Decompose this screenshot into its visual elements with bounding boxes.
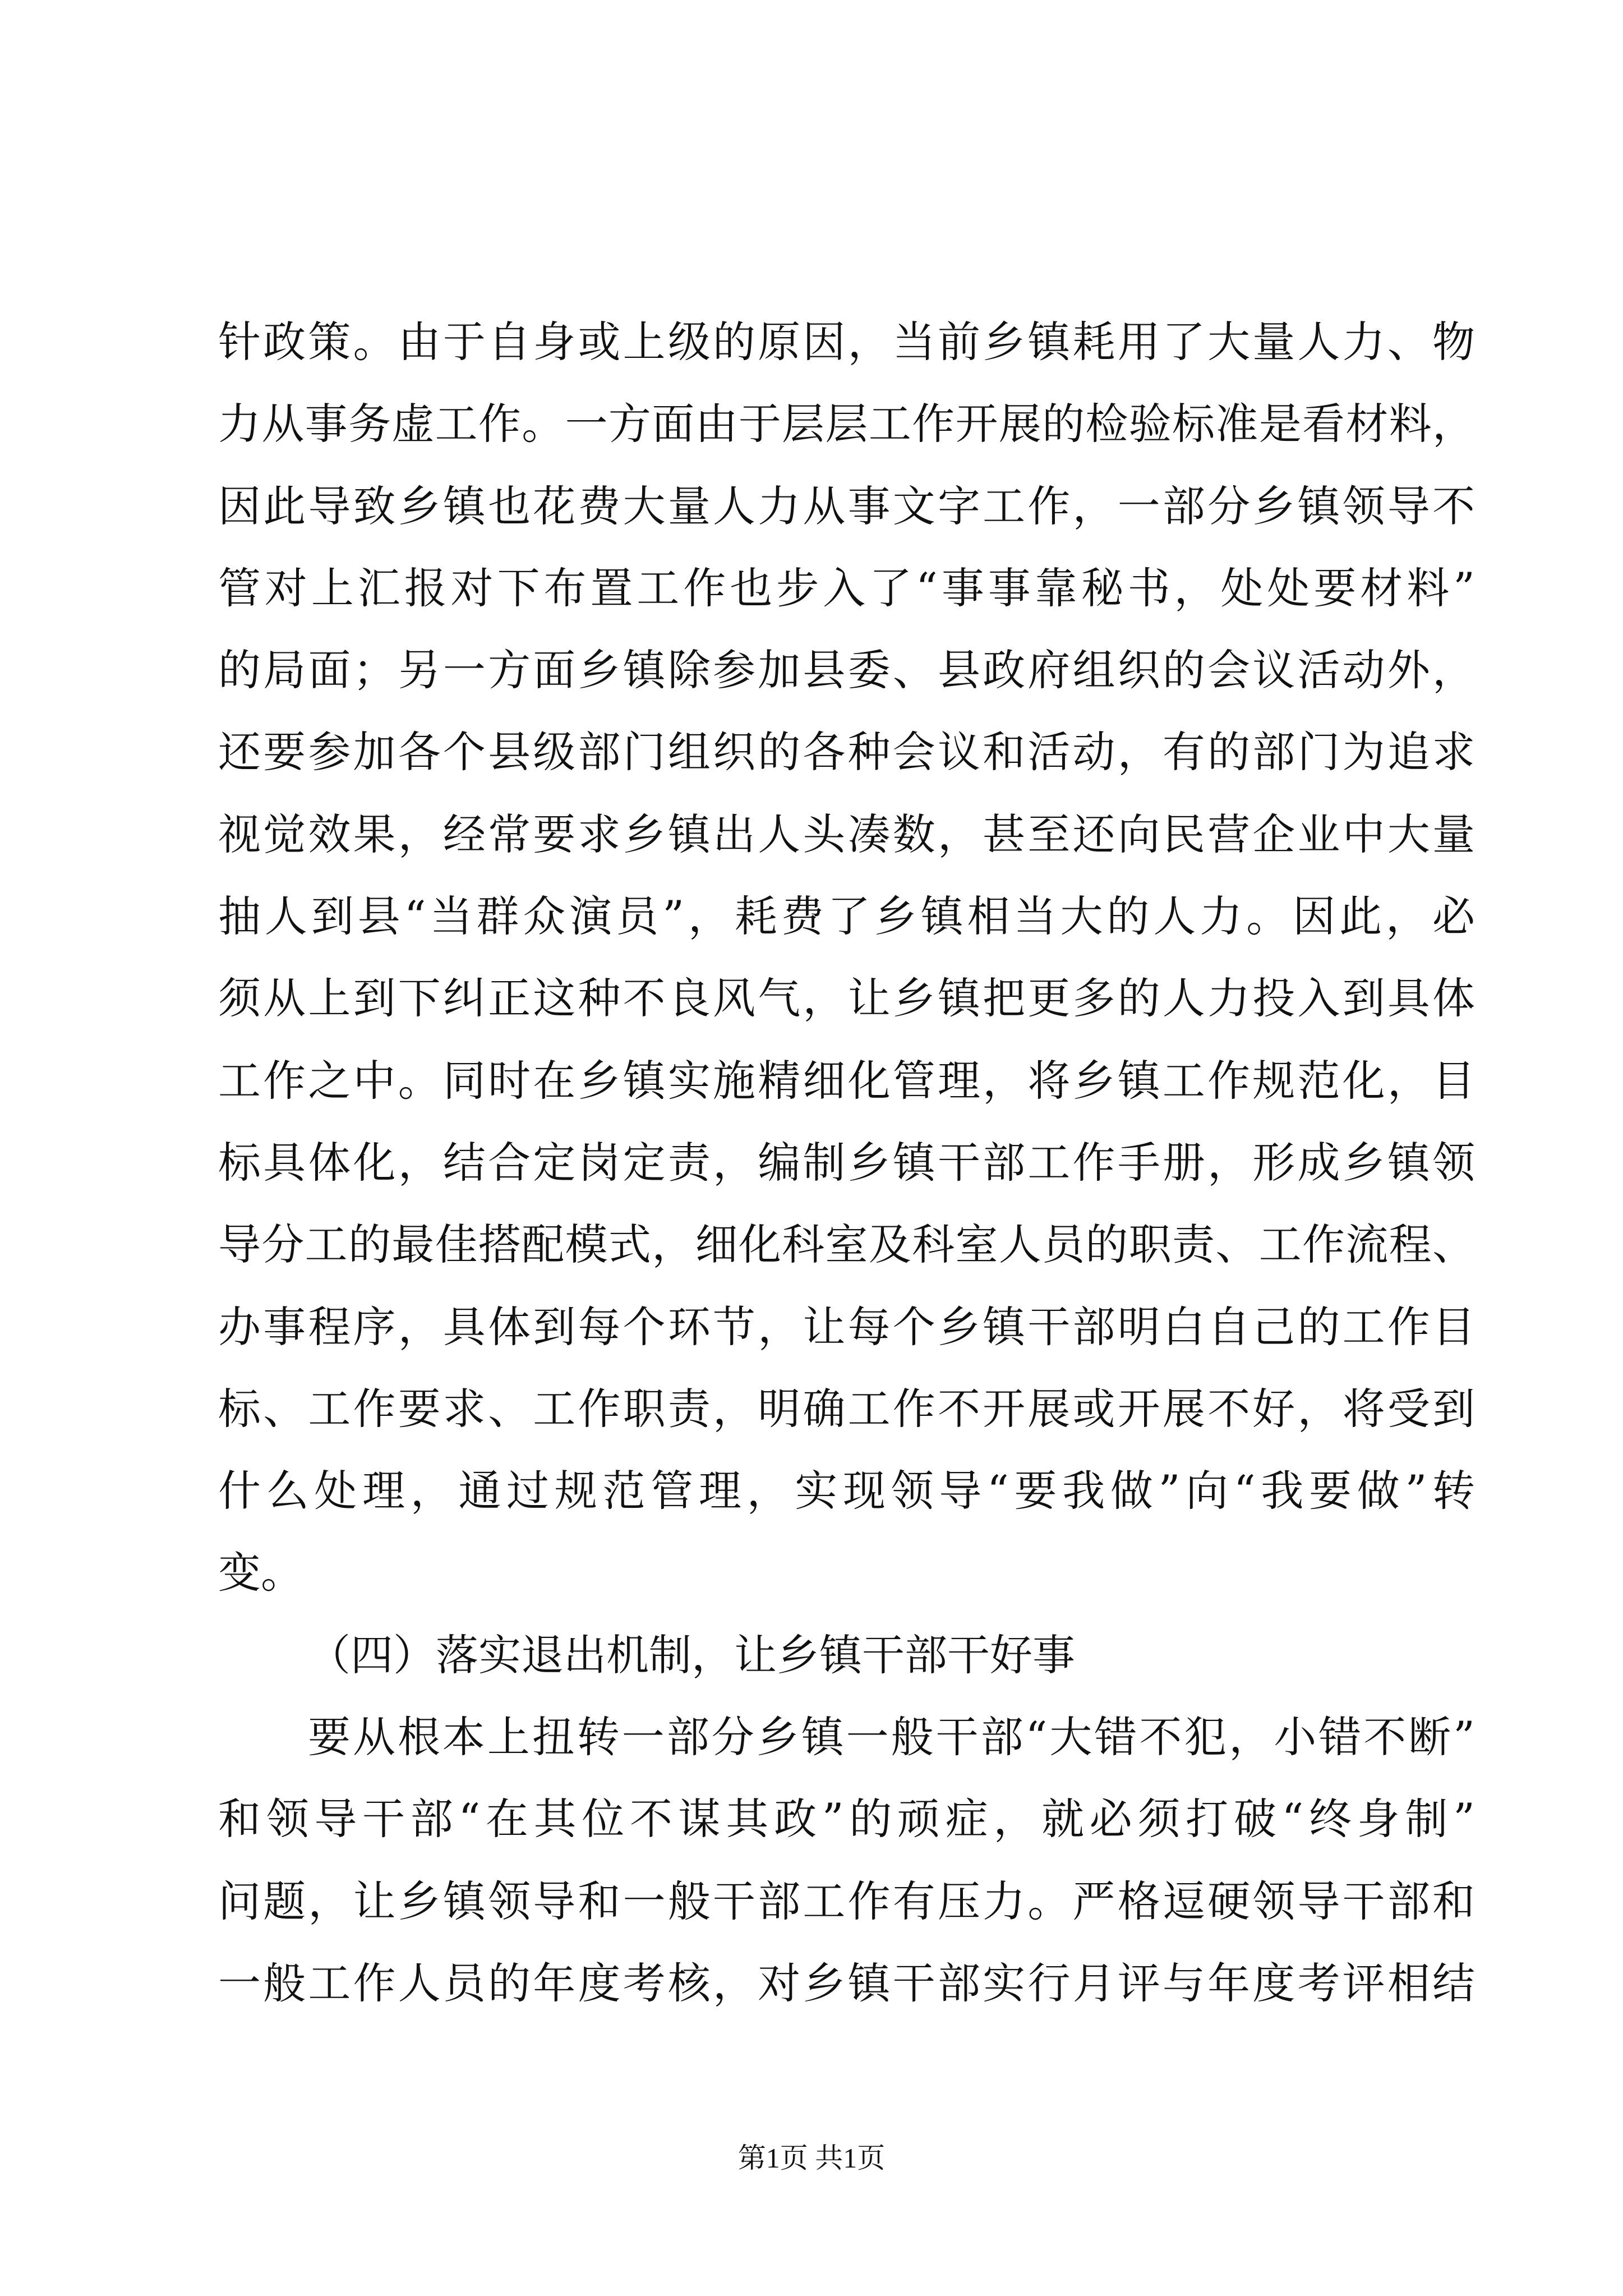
paragraph-2 [218, 1696, 1475, 2024]
body-line: 变。 [218, 1548, 303, 1598]
body-line: 的局面；另一方面乡镇除参加县委、县政府组织的会议活动外， [218, 645, 1475, 696]
body-line: 针政策。由于自身或上级的原因，当前乡镇耗用了大量人力、物 [218, 317, 1475, 367]
body-line: 问题，让乡镇领导和一般干部工作有压力。严格逗硬领导干部和 [218, 1876, 1475, 1926]
body-line: 抽人到县“当群众演员”，耗费了乡镇相当大的人力。因此，必 [218, 891, 1475, 942]
body-line: 和领导干部“在其位不谋其政”的顽症，就必须打破“终身制” [218, 1794, 1475, 1844]
body-line: 标、工作要求、工作职责，明确工作不开展或开展不好，将受到 [218, 1383, 1475, 1434]
section-heading: （四）落实退出机制，让乡镇干部干好事 [308, 1630, 1075, 1680]
body-line: 须从上到下纠正这种不良风气，让乡镇把更多的人力投入到具体 [218, 973, 1475, 1024]
body-line: 要从根本上扭转一部分乡镇一般干部“大错不犯，小错不断” [308, 1712, 1475, 1763]
body-line: 因此导致乡镇也花费大量人力从事文字工作，一部分乡镇领导不 [218, 481, 1475, 531]
page-number-footer: 第1页 共1页 [737, 2142, 886, 2174]
body-line: 力从事务虚工作。一方面由于层层工作开展的检验标准是看材料， [218, 399, 1475, 449]
body-line: 视觉效果，经常要求乡镇出人头凑数，甚至还向民营企业中大量 [218, 809, 1475, 859]
body-line: 一般工作人员的年度考核，对乡镇干部实行月评与年度考评相结 [218, 1958, 1475, 2008]
document-body [218, 301, 1475, 2024]
body-line: 标具体化，结合定岗定责，编制乡镇干部工作手册，形成乡镇领 [218, 1137, 1475, 1188]
paragraph-1 [218, 301, 1475, 1614]
body-line: 导分工的最佳搭配模式，细化科室及科室人员的职责、工作流程、 [218, 1220, 1475, 1270]
body-line: 还要参加各个县级部门组织的各种会议和活动，有的部门为追求 [218, 727, 1475, 777]
body-line: 工作之中。同时在乡镇实施精细化管理，将乡镇工作规范化，目 [218, 1055, 1475, 1106]
body-line: 管对上汇报对下布置工作也步入了“事事靠秘书，处处要材料” [218, 563, 1475, 613]
body-line: 什么处理，通过规范管理，实现领导“要我做”向“我要做”转 [218, 1466, 1475, 1516]
body-line: 办事程序，具体到每个环节，让每个乡镇干部明白自己的工作目 [218, 1301, 1475, 1352]
